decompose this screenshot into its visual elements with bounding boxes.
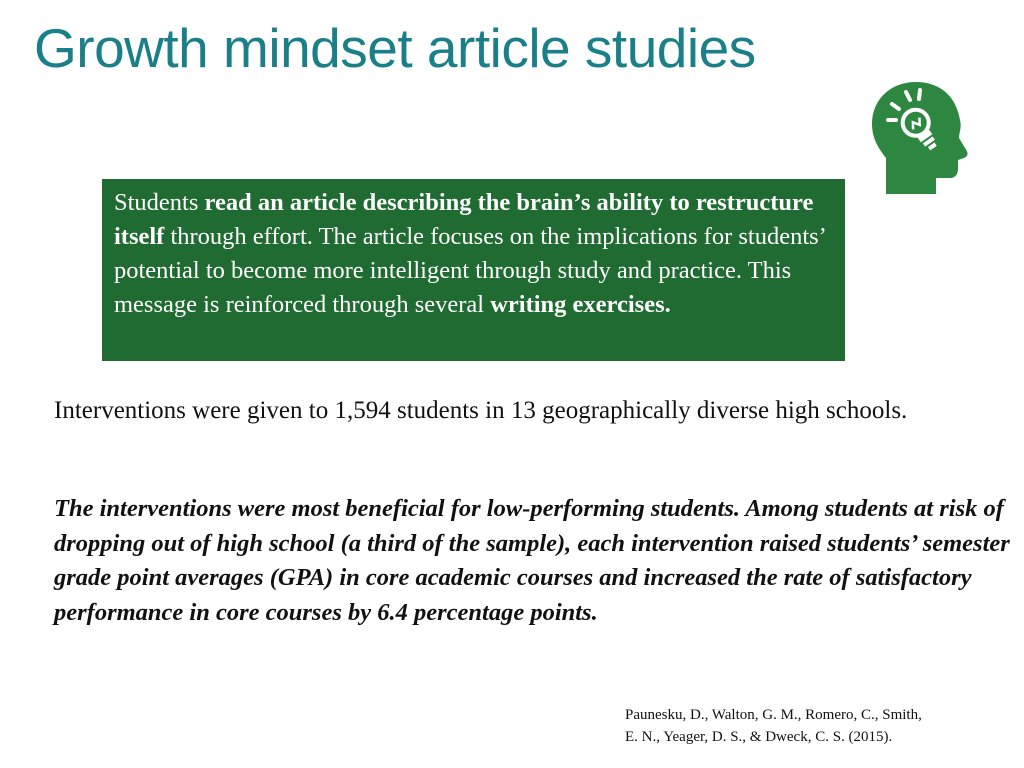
citation-line-1: Paunesku, D., Walton, G. M., Romero, C., Smith, [625,707,922,723]
finding-paragraph: The interventions were most beneficial for low-performing students. Among students at risk of dropping out of high school (a third of the sample), each intervention raised students’ semester grade point averages (GPA) in core academic courses and increased the rate of satisfactory performance in core courses by 6.4 percentage points. [54,495,1010,626]
box-text-bold-exercises: writing exercises. [490,291,671,318]
intervention-description-box [102,179,845,361]
box-text-2: through effort. The article focuses on the implications for students’ potential to become more intelligent through study and practice. This message is reinforced through several [114,223,825,318]
slide-title: Growth mindset article studies [34,17,756,79]
citation-line-2: E. N., Yeager, D. S., & Dweck, C. S. (2015). [625,729,893,745]
box-text-1: Students [114,189,205,216]
citation [625,704,1005,748]
participants-paragraph: Interventions were given to 1,594 students in 13 geographically diverse high schools. [54,397,908,424]
head-lightbulb-icon [866,80,974,196]
box-text-bold-article: read an article describing the brain’s ability to restructure itself [114,189,814,250]
